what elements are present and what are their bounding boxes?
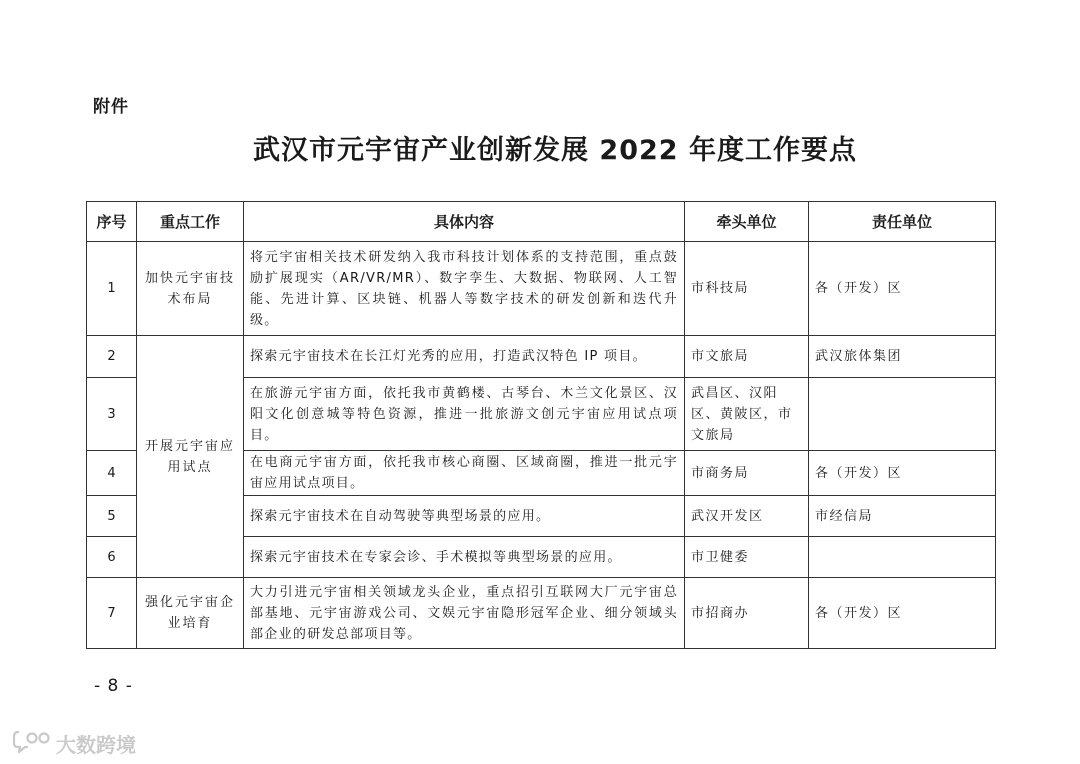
- row-responsible-unit: 各（开发）区: [809, 242, 996, 336]
- speech-bubble-logo-icon: [12, 728, 52, 759]
- row-seq: 4: [87, 451, 137, 496]
- row-content: 探索元宇宙技术在长江灯光秀的应用，打造武汉特色 IP 项目。: [244, 336, 685, 378]
- focus-group-tech-layout: 加快元宇宙技术布局: [137, 242, 244, 336]
- row-responsible-unit: 各（开发）区: [809, 451, 996, 496]
- row-content: 大力引进元宇宙相关领域龙头企业，重点招引互联网大厂元宇宙总部基地、元宇宙游戏公司、文娱元宇宙隐形冠军企业、细分领域头部企业的研发总部项目等。: [244, 578, 685, 649]
- row-lead-unit: 武汉开发区: [685, 496, 809, 537]
- row-seq: 5: [87, 496, 137, 537]
- row-responsible-unit: 各（开发）区: [809, 578, 996, 649]
- row-responsible-unit: [809, 378, 996, 451]
- row-seq: 2: [87, 336, 137, 378]
- row-content: 在电商元宇宙方面，依托我市核心商圈、区域商圈，推进一批元宇宙应用试点项目。: [244, 451, 685, 496]
- document-title: 武汉市元宇宙产业创新发展 2022 年度工作要点: [253, 135, 857, 166]
- row-lead-unit: 市卫健委: [685, 537, 809, 578]
- row-seq: 3: [87, 378, 137, 451]
- row-lead-unit: 市文旅局: [685, 336, 809, 378]
- watermark: [12, 728, 136, 759]
- header-seq: 序号: [87, 202, 137, 242]
- row-content: 探索元宇宙技术在专家会诊、手术模拟等典型场景的应用。: [244, 537, 685, 578]
- row-seq: 1: [87, 242, 137, 336]
- work-points-table: [86, 201, 996, 649]
- row-lead-unit: 市科技局: [685, 242, 809, 336]
- attachment-label: 附件: [93, 97, 129, 117]
- header-responsible-unit: 责任单位: [809, 202, 996, 242]
- header-content: 具体内容: [244, 202, 685, 242]
- row-responsible-unit: 市经信局: [809, 496, 996, 537]
- row-content: 将元宇宙相关技术研发纳入我市科技计划体系的支持范围，重点鼓励扩展现实（AR/VR/MR）、数字孪生、大数据、物联网、人工智能、先进计算、区块链、机器人等数字技术的研发创新和迭代升级。: [244, 242, 685, 336]
- row-seq: 7: [87, 578, 137, 649]
- row-seq: 6: [87, 537, 137, 578]
- row-content: 在旅游元宇宙方面，依托我市黄鹤楼、古琴台、木兰文化景区、汉阳文化创意城等特色资源，推进一批旅游文创元宇宙应用试点项目。: [244, 378, 685, 451]
- focus-group-pilot-application: 开展元宇宙应用试点: [137, 336, 244, 578]
- row-lead-unit: 武昌区、汉阳区、黄陂区，市文旅局: [685, 378, 809, 451]
- row-lead-unit: 市招商办: [685, 578, 809, 649]
- watermark-text: 大数跨境: [56, 733, 136, 757]
- row-responsible-unit: [809, 537, 996, 578]
- table-row: [87, 578, 996, 649]
- focus-group-enterprise-cultivation: 强化元宇宙企业培育: [137, 578, 244, 649]
- header-lead-unit: 牵头单位: [685, 202, 809, 242]
- page-number: - 8 -: [94, 676, 133, 696]
- header-focus: 重点工作: [137, 202, 244, 242]
- row-responsible-unit: 武汉旅体集团: [809, 336, 996, 378]
- table-header-row: [87, 202, 996, 242]
- row-content: 探索元宇宙技术在自动驾驶等典型场景的应用。: [244, 496, 685, 537]
- table-row: [87, 242, 996, 336]
- row-lead-unit: 市商务局: [685, 451, 809, 496]
- table-row: [87, 336, 996, 378]
